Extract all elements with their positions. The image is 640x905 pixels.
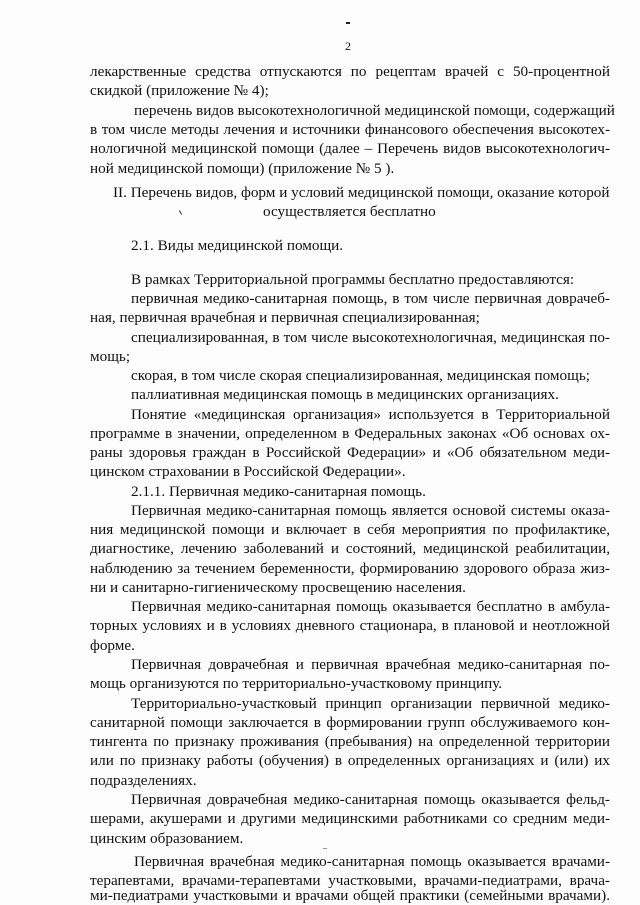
scan-mark (323, 848, 327, 849)
text-line: наблюдению за течением беременности, формированию здорового образа жиз- (90, 560, 610, 577)
text-line: форме. (90, 637, 135, 654)
text-line: ни и санитарно-гигиеническому просвещению населения. (90, 579, 466, 596)
text-line: Территориально-участковый принцип организации первичной медико- (131, 695, 610, 712)
text-line: подразделениях. (90, 772, 197, 789)
text-line: или по признаку работы (обучения) в определенных организациях и (или) их (90, 752, 610, 769)
subsection-heading: 2.1.1. Первичная медико-санитарная помощь. (131, 483, 426, 500)
text-line: скорая, в том числе скорая специализированная, медицинская помощь; (131, 367, 590, 384)
text-line: Первичная врачебная медико-санитарная помощь оказывается врачами- (134, 853, 610, 870)
text-line: специализированная, в том числе высокотехнологичная, медицинская по- (131, 329, 610, 346)
text-line: в том числе методы лечения и источники финансового обеспечения высокотех- (90, 121, 610, 138)
text-line: цинском страховании в Российской Федерации». (90, 463, 406, 480)
text-line: В рамках Территориальной программы бесплатно предоставляются: (131, 271, 575, 288)
text-line: мощь; (90, 348, 131, 365)
text-line: мощь организуются по территориально-участковому принципу. (90, 675, 503, 692)
text-line: нологичной медицинской помощи (далее – Перечень видов высокотехнологич- (90, 140, 610, 157)
text-line: диагностике, лечению заболеваний и состояний, медицинской реабилитации, (90, 540, 610, 557)
page-number: 2 (345, 39, 351, 53)
text-line: раны здоровья граждан в Российской Федерации» и «Об обязательном меди- (90, 444, 610, 461)
text-line: Понятие «медицинская организация» используется в Территориальной (131, 406, 610, 423)
section-heading: II. Перечень видов, форм и условий медицинской помощи, оказание которой (113, 184, 610, 201)
text-line: перечень видов высокотехнологичной медицинской помощи, содержащий (134, 102, 615, 119)
text-line: Первичная доврачебная и первичная врачебная медико-санитарная по- (131, 656, 610, 673)
text-line: паллиативная медицинская помощь в медицинских организациях. (131, 386, 559, 403)
text-line: Первичная медико-санитарная помощь оказывается бесплатно в амбула- (131, 598, 610, 615)
text-line: тингента по признаку проживания (пребывания) на определенной территории (90, 733, 610, 750)
text-line: санитарной помощи заключается в формировании групп обслуживаемого кон- (90, 714, 610, 731)
text-line: Первичная медико-санитарная помощь является основой системы оказа- (131, 502, 610, 519)
text-line: ная, первичная врачебная и первичная специализированная; (90, 309, 480, 326)
text-line: ми-педиатрами участковыми и врачами общей практики (семейными врачами). (90, 887, 610, 904)
section-heading: осуществляется бесплатно (263, 203, 436, 220)
text-line: терапевтами, врачами-терапевтами участковыми, врачами-педиатрами, врача- (90, 872, 610, 889)
text-line: ной медицинской помощи) (приложение № 5 ). (90, 160, 395, 177)
text-line: программе в значении, определенном в Федеральных законах «Об основах ох- (90, 425, 610, 442)
subsection-heading: 2.1. Виды медицинской помощи. (131, 237, 344, 254)
text-line: шерами, акушерами и другими медицинскими работниками со средним меди- (90, 810, 610, 827)
text-line: лекарственные средства отпускаются по рецептам врачей с 50-процентной (90, 63, 610, 80)
text-line: ния медицинской помощи и включает в себя мероприятия по профилактике, (90, 521, 610, 538)
text-line: скидкой (приложение № 4); (90, 82, 269, 99)
text-line: торных условиях и в условиях дневного стационара, в плановой и неотложной (90, 617, 610, 634)
scan-mark (179, 210, 182, 215)
text-line: цинским образованием. (90, 830, 244, 847)
text-line: Первичная доврачебная медико-санитарная помощь оказывается фельд- (131, 791, 610, 808)
scan-mark (346, 22, 350, 24)
text-line: первичная медико-санитарная помощь, в том числе первичная доврачеб- (131, 290, 610, 307)
